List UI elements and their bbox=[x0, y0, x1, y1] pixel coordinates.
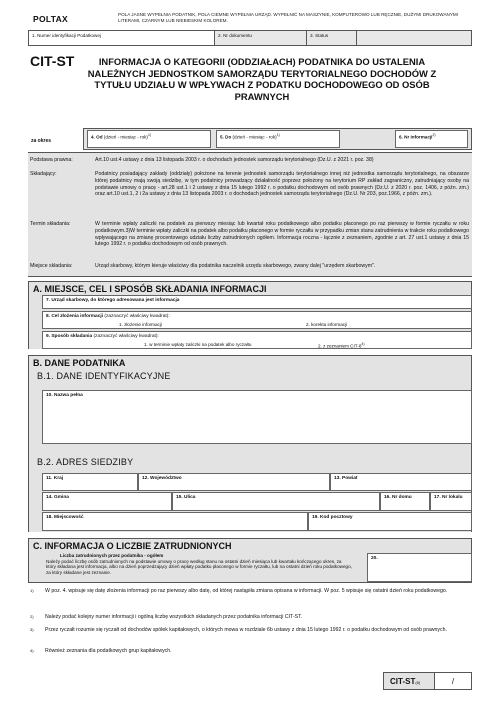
legal-block bbox=[28, 152, 472, 277]
period-from-label: Od bbox=[96, 134, 103, 140]
street-field[interactable]: 15. Ulica bbox=[172, 492, 380, 511]
purpose-field bbox=[42, 311, 472, 329]
tax-office-field[interactable]: 7. Urząd skarbowy, do którego adresowana jest informacja bbox=[42, 295, 472, 309]
period-to-field[interactable] bbox=[216, 130, 340, 148]
city-field[interactable]: 18. Miejscowość bbox=[42, 512, 308, 531]
section-c-header: C. INFORMACJA O LICZBIE ZATRUDNIONYCH bbox=[28, 538, 472, 554]
full-name-field[interactable]: 10. Nazwa pełna bbox=[42, 390, 472, 444]
deadline-label: Termin składania: bbox=[30, 221, 71, 227]
info-number-field[interactable] bbox=[395, 130, 468, 148]
section-b-header: B. DANE PODATNIKA bbox=[28, 355, 472, 371]
purpose-option-1[interactable]: 1. złożenie informacji bbox=[119, 322, 162, 327]
method-option-2-note: 4) bbox=[361, 342, 365, 346]
place-text: Urząd skarbowy, którym kieruje właściwy dla podatnika naczelnik urzędu skarbowego, zwany dalej "urzędem skarbowym". bbox=[95, 263, 376, 269]
method-field bbox=[42, 331, 472, 349]
section-a-header: A. MIEJSCE, CEL I SPOSÓB SKŁADANIA INFORMACJI bbox=[28, 281, 472, 297]
info-number-num: 6. bbox=[399, 134, 403, 140]
voivodeship-field[interactable]: 12. Województwo bbox=[138, 473, 330, 491]
period-to-hint: (dzień - miesiąc - rok) bbox=[231, 134, 277, 140]
footnote-2-num: 2) bbox=[30, 614, 34, 619]
footer-page-number: / bbox=[434, 673, 471, 689]
footnote-4-num: 4) bbox=[30, 648, 34, 653]
period-to-num: 5. bbox=[220, 134, 224, 140]
footnote-2-text: Należy podać kolejny numer informacji i ogólną liczbę wszystkich składanych przez podatnika informacji CIT-ST. bbox=[45, 614, 303, 620]
footnote-1-num: 1) bbox=[30, 588, 34, 593]
method-option-1[interactable]: 1. w terminie wpłaty zaliczki na podatek albo ryczałtu bbox=[144, 342, 252, 347]
apartment-number-field[interactable]: 17. Nr lokalu bbox=[430, 492, 472, 511]
period-row bbox=[28, 128, 472, 150]
purpose-option-2[interactable]: 2. korekta informacji bbox=[306, 322, 348, 327]
method-option-2-label: 2. z zeznaniem CIT-8 bbox=[318, 343, 362, 349]
footer-code-text: CIT-ST bbox=[390, 676, 416, 686]
purpose-label: 8. Cel złożenia informacji bbox=[46, 314, 104, 319]
commune-field[interactable]: 14. Gmina bbox=[42, 492, 172, 511]
period-to-label: Do bbox=[225, 134, 232, 140]
country-field[interactable]: 11. Kraj bbox=[42, 473, 138, 491]
period-from-note: 1) bbox=[147, 133, 152, 137]
postal-code-field[interactable]: 19. Kod pocztowy bbox=[308, 512, 472, 531]
place-label: Miejsce składania: bbox=[30, 263, 73, 269]
legal-basis-label: Podstawa prawna: bbox=[30, 157, 73, 163]
top-blank bbox=[357, 31, 471, 45]
period-from-hint: (dzień - miesiąc - rok) bbox=[102, 134, 148, 140]
footer-form-code bbox=[384, 677, 434, 686]
employees-description bbox=[46, 553, 352, 575]
period-from-field[interactable] bbox=[87, 130, 211, 148]
status-field: 3. Status bbox=[307, 31, 357, 45]
top-fields bbox=[28, 30, 472, 46]
section-b2-header: B.2. ADRES SIEDZIBY bbox=[28, 448, 472, 472]
employees-label: Liczba zatrudnionych przez podatnika - ogółem bbox=[60, 553, 164, 558]
info-number-label: Nr informacji bbox=[404, 134, 433, 140]
method-option-2[interactable] bbox=[318, 342, 365, 349]
filer-text: Podatnicy posiadający zakłady (oddziały) położone na terenie jednostek samorządu terytorialnego innej niż jednostka samorządu terytorialnego, na obszarze której podatnicy mają swoją siedzibę, w tym podatnicy prowadzący działalność poprzez położony na terytorium RP zakład zagraniczny, zatrudniający osoby na podstawie umowy o pracę - art.28 ust.1 i 2 ustawy z dnia 15 lutego 1992 r. o podatku dochodowym od osób prawnych (Dz.U. z 2020 r. poz. 1406, z późn. zm.) oraz art.10 ust.1, 2 i 2a ustawy z dnia 13 listopada 2003 r. o dochodach jednostek samorządu terytorialnego (Dz.U. Nr 203, poz.1966, z późn. zm.). bbox=[95, 171, 469, 198]
poltax-label: POLTAX bbox=[33, 14, 69, 24]
header-instructions: POLA JASNE WYPEŁNIA PODATNIK, POLA CIEMNE WYPEŁNIA URZĄD. WYPEŁNIĆ NA MASZYNIE, KOMPUTEROWO LUB RĘCZNIE, DUŻYMI DRUKOWANYMI LITERAMI, CZARNYM LUB NIEBIESKIM KOLOREM. bbox=[118, 12, 458, 23]
footnote-1-text: W poz. 4. wpisuje się datę złożenia informacji po raz pierwszy albo datę, od której nastąpiła zmiana opisana w informacji. W poz. 5 wpisuje się ostatni dzień roku podatkowego. bbox=[45, 588, 448, 594]
employees-count-field[interactable]: 20. bbox=[367, 553, 472, 582]
section-b1-header: B.1. DANE IDENTYFIKACYJNE bbox=[28, 369, 472, 386]
form-title: INFORMACJA O KATEGORII (ODDZIAŁACH) PODATNIKA DO USTALENIA NALEŻNYCH JEDNOSTKOM SAMORZĄDU TERYTORIALNEGO DOCHODÓW Z TYTUŁU UDZIAŁU W WPŁYWACH Z PODATKU DOCHODOWEGO OD OSÓB PRAWNYCH bbox=[87, 56, 437, 102]
legal-basis-text: Art.10 ust.4 ustawy z dnia 13 listopada 2003 r. o dochodach jednostek samorządu terytorialnego (Dz.U. z 2021 r. poz. 38) bbox=[95, 157, 374, 163]
footnote-3-text: Przez ryczałt rozumie się ryczałt od dochodów spółek kapitałowych, o których mowa w rozdziale 6b ustawy z dnia 15 lutego 1992 r. o podatku dochodowym od osób prawnych. bbox=[45, 627, 447, 633]
filer-label: Składający: bbox=[30, 171, 57, 177]
document-number-field: 2. Nr dokumentu bbox=[215, 31, 307, 45]
deadline-text: W terminie wpłaty zaliczki na podatek za pierwszy miesiąc lub kwartał roku podatkowego albo podatku płaconego po raz pierwszy w formie ryczałtu w roku podatkowym.3)W terminie wpłaty zaliczki na podatek albo podatku płaconego w formie ryczałtu w przypadku zmian stanu zatrudnienia w trakcie roku podatkowego wpływającego na zmianę procentowego udziału liczby zatrudnionych ogółem. Informacja roczna - łącznie z zeznaniem, zgodnie z art. 27 ust.1 ustawy z dnia 15 lutego 1992 r. o podatku dochodowym od osób prawnych. bbox=[95, 221, 469, 248]
employees-desc-text: Należy podać liczbę osób zatrudnionych na podstawie umowy o pracę według stanu na ostatni dzień miesiąca lub kwartału kończącego okres, za który składana jest informacja, albo na dzień poprzedzający dzień wpłaty podatku płaconego w formie ryczałtu, lub na ostatni dzień roku podatkowego, za który składane jest zeznanie. bbox=[46, 558, 352, 575]
period-from-num: 4. bbox=[91, 134, 95, 140]
period-to-note: 1) bbox=[276, 133, 280, 137]
form-code: CIT-ST bbox=[30, 53, 75, 69]
method-hint: (zaznaczyć właściwy kwadrat): bbox=[92, 334, 159, 339]
county-field[interactable]: 13. Powiat bbox=[330, 473, 472, 491]
footer-box bbox=[383, 672, 472, 690]
house-number-field[interactable]: 16. Nr domu bbox=[380, 492, 430, 511]
nip-field[interactable]: 1. Numer identyfikacji Podatkowej bbox=[29, 31, 215, 45]
info-number-note: 2) bbox=[432, 133, 436, 137]
footnote-4-text: Również zeznania dla podatkowych grup kapitałowych. bbox=[45, 648, 172, 654]
period-label: za okres bbox=[31, 138, 52, 144]
method-label: 9. Sposób składania bbox=[46, 334, 93, 339]
footnote-3-num: 3) bbox=[30, 627, 34, 632]
purpose-hint: (zaznaczyć właściwy kwadrat): bbox=[103, 314, 170, 319]
footer-version: (8) bbox=[415, 679, 421, 685]
